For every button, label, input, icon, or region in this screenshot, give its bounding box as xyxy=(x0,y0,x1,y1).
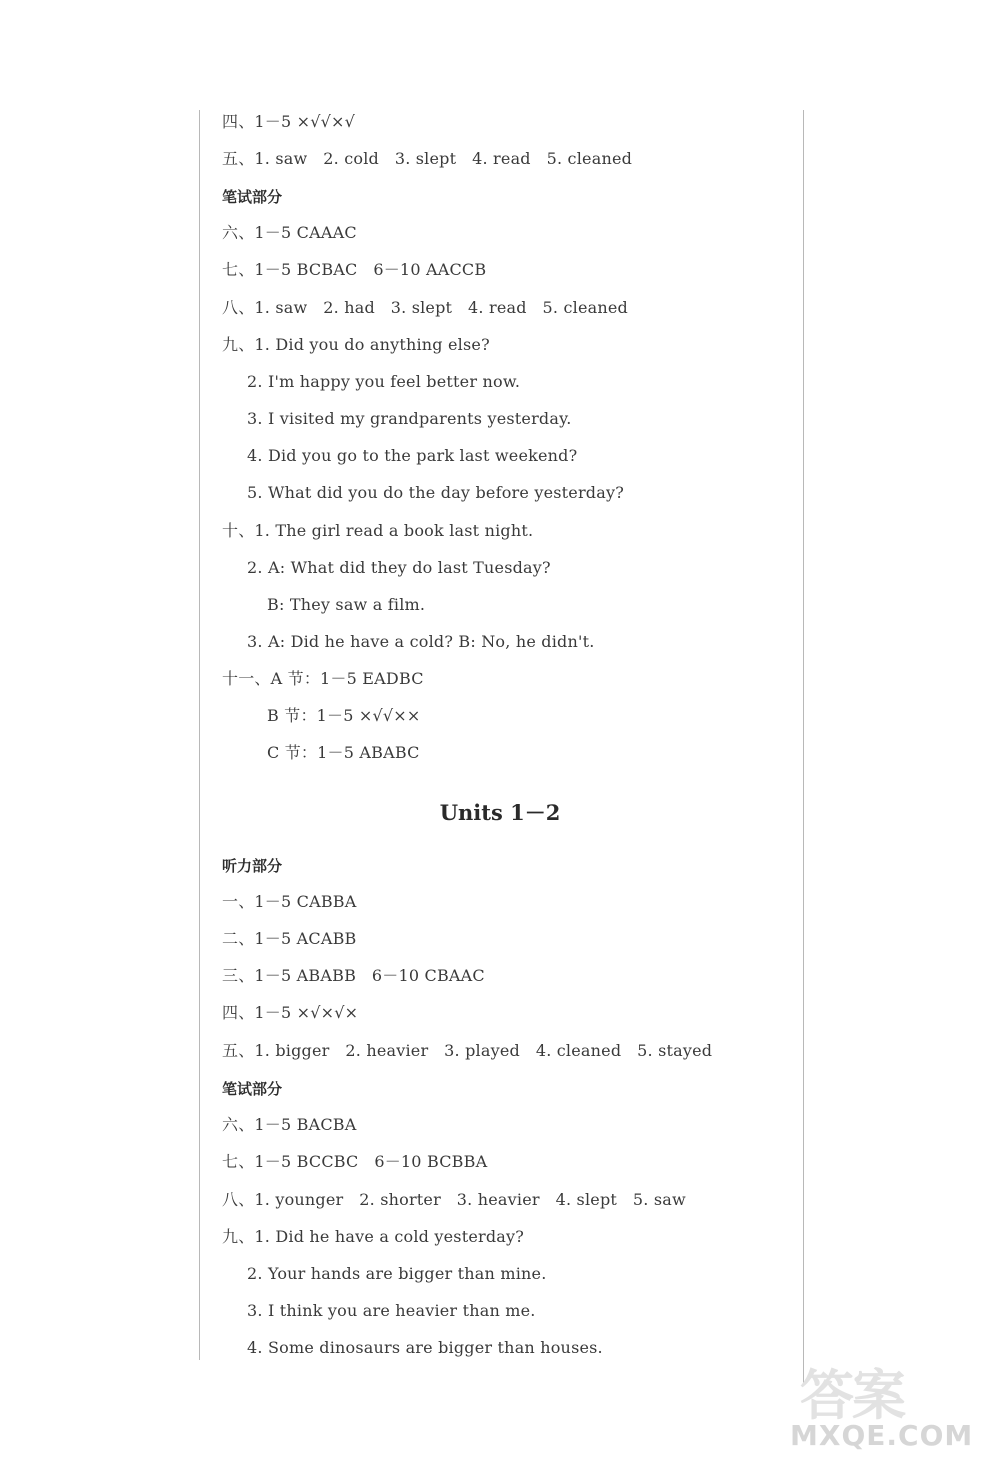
answer-line: 八、1. younger 2. shorter 3. heavier 4. slept 5. saw xyxy=(222,1190,686,1209)
answer-line: 七、1－5 BCCBC 6－10 BCBBA xyxy=(222,1152,488,1171)
answer-line: 二、1－5 ACABB xyxy=(222,929,357,948)
watermark-logo xyxy=(740,1353,980,1463)
answer-line: 4. Did you go to the park last weekend? xyxy=(247,446,578,465)
listening-section-heading: 听力部分 xyxy=(222,857,283,875)
answer-line: C 节：1－5 ABABC xyxy=(267,743,420,762)
section-title: Units 1－2 xyxy=(439,800,561,825)
answer-line: 九、1. Did you do anything else? xyxy=(222,335,490,354)
answer-line: 十、1. The girl read a book last night. xyxy=(222,521,534,540)
answer-line: 三、1－5 ABABB 6－10 CBAAC xyxy=(222,966,485,985)
answer-line: 九、1. Did he have a cold yesterday? xyxy=(222,1227,525,1246)
written-section-heading: 笔试部分 xyxy=(222,188,283,206)
answer-line: 2. Your hands are bigger than mine. xyxy=(247,1264,547,1283)
written-section-heading: 笔试部分 xyxy=(222,1080,283,1098)
left-margin-rule xyxy=(199,110,200,1360)
answer-line: 3. I visited my grandparents yesterday. xyxy=(247,409,572,428)
answer-line: 2. A: What did they do last Tuesday? xyxy=(247,558,551,577)
answer-line: 2. I'm happy you feel better now. xyxy=(247,372,521,391)
answer-line: 4. Some dinosaurs are bigger than houses. xyxy=(247,1338,603,1357)
answer-line: 八、1. saw 2. had 3. slept 4. read 5. cleaned xyxy=(222,298,628,317)
answer-line: B: They saw a film. xyxy=(267,595,426,614)
answer-line: 四、1－5 ×√×√× xyxy=(222,1003,359,1022)
answer-line: 一、1－5 CABBA xyxy=(222,892,357,911)
answer-line: 3. I think you are heavier than me. xyxy=(247,1301,536,1320)
answer-line: 五、1. saw 2. cold 3. slept 4. read 5. cleaned xyxy=(222,149,633,168)
answer-line: 七、1－5 BCBAC 6－10 AACCB xyxy=(222,260,487,279)
answer-line: 五、1. bigger 2. heavier 3. played 4. cleaned 5. stayed xyxy=(222,1041,713,1060)
answer-line: 六、1－5 BACBA xyxy=(222,1115,357,1134)
watermark-domain: MXQE.COM xyxy=(790,1419,974,1452)
answer-line: 十一、A 节：1－5 EADBC xyxy=(222,669,424,688)
watermark-text: 答案 xyxy=(800,1364,904,1427)
answer-line: 四、1－5 ×√√×√ xyxy=(222,112,356,131)
answer-line: 3. A: Did he have a cold? B: No, he didn't. xyxy=(247,632,595,651)
answer-line: 六、1－5 CAAAC xyxy=(222,223,357,242)
answer-line: 5. What did you do the day before yesterday? xyxy=(247,483,624,502)
right-margin-rule xyxy=(803,110,804,1385)
answer-line: B 节：1－5 ×√√×× xyxy=(267,706,421,725)
